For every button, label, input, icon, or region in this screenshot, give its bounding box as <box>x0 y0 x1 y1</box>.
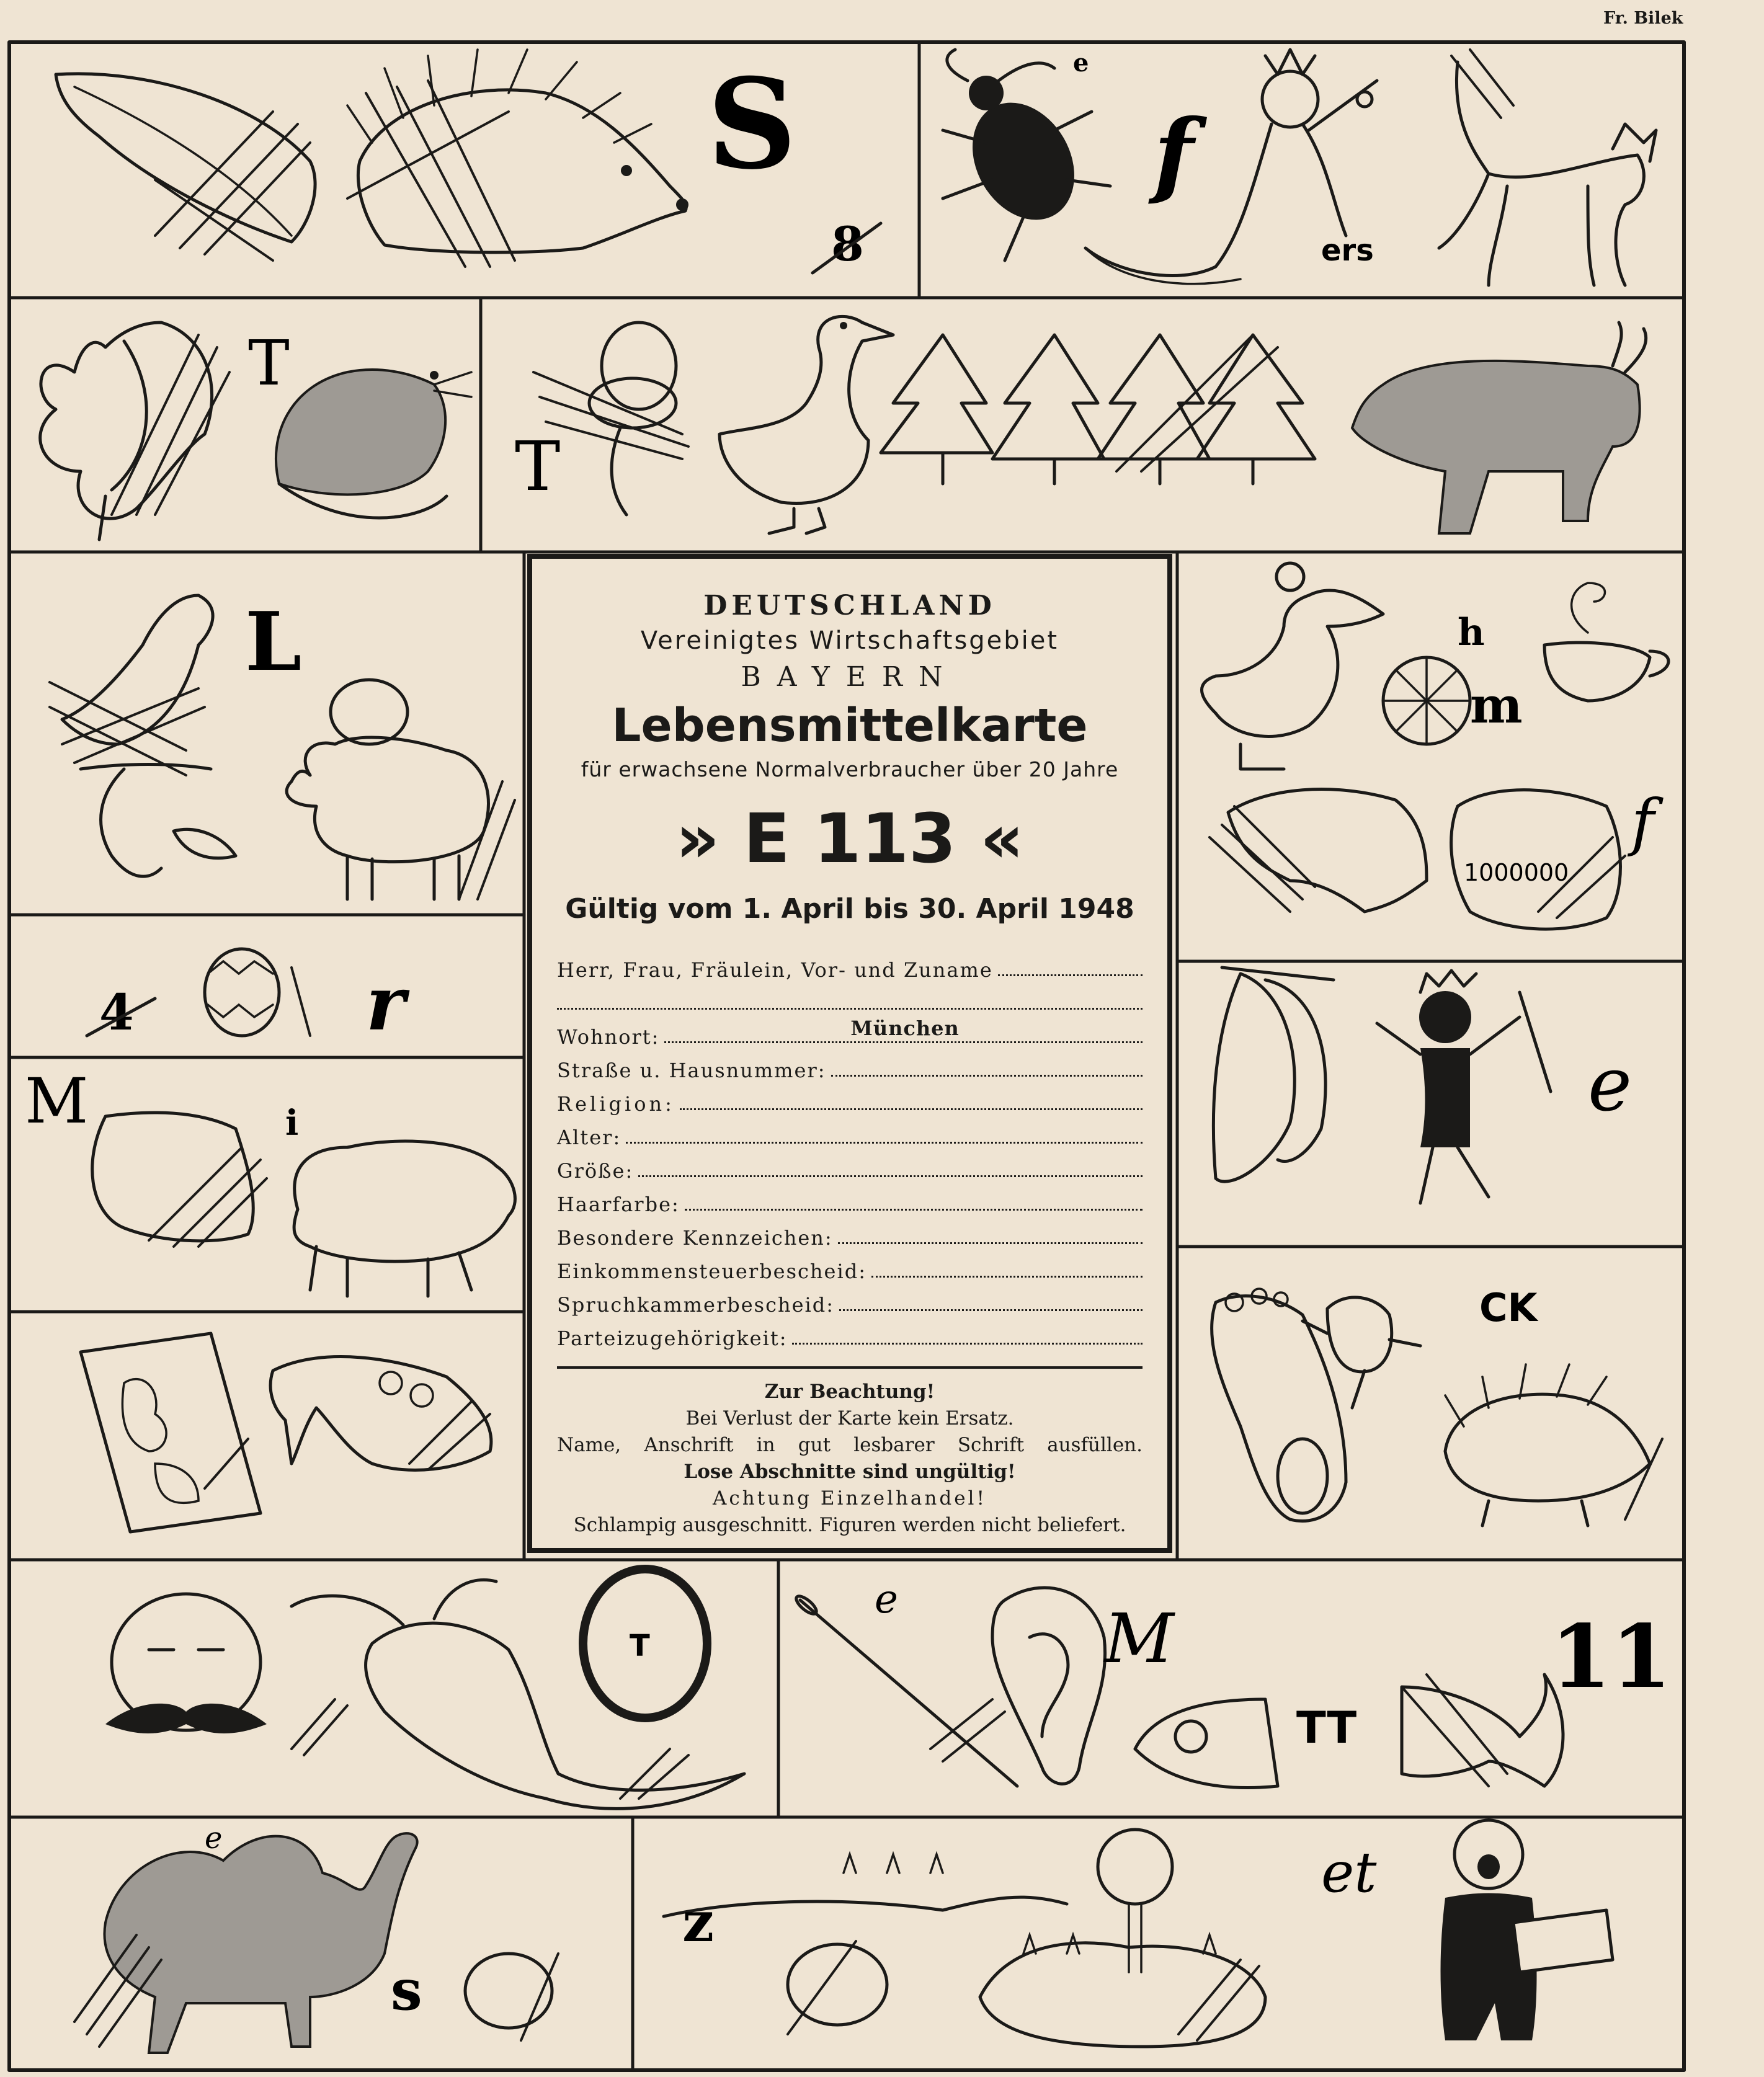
money-bag-icon <box>1451 790 1625 929</box>
radish-icon <box>292 1580 744 1809</box>
notes-heading: Zur Beachtung! <box>764 1381 935 1403</box>
field-line[interactable] <box>838 1242 1143 1244</box>
mouse-icon <box>276 370 471 518</box>
field-label: Herr, Frau, Fräulein, Vor- und Zuname <box>557 958 993 982</box>
ration-card <box>527 554 1172 1553</box>
fish-half-right-icon <box>1402 1674 1563 1786</box>
notes-line-4: Achtung Einzelhandel! <box>713 1487 987 1510</box>
field-street <box>557 1049 1143 1082</box>
field-label: Besondere Kennzeichen: <box>557 1226 833 1250</box>
orange-slice-icon <box>1383 657 1470 744</box>
high-heel-shoe-icon <box>270 1357 491 1470</box>
field-tribunal <box>557 1283 1143 1317</box>
theta-letter-icon <box>583 1569 707 1718</box>
playing-card-icon <box>81 1333 261 1532</box>
field-line[interactable] <box>998 974 1143 976</box>
field-label: Einkommensteuerbescheid: <box>557 1260 866 1283</box>
field-line[interactable] <box>685 1209 1143 1211</box>
field-name-continued <box>557 982 1143 1015</box>
pig-icon <box>294 1141 515 1296</box>
field-religion <box>557 1082 1143 1116</box>
field-line[interactable] <box>792 1343 1143 1345</box>
field-label: Wohnort: <box>557 1025 660 1049</box>
field-line[interactable] <box>871 1276 1143 1278</box>
hedgehog-icon <box>347 50 688 267</box>
card-state: BAYERN <box>741 661 959 693</box>
card-divider <box>557 1366 1143 1369</box>
rebus-letter-s: S <box>707 51 797 197</box>
field-line[interactable] <box>680 1108 1143 1110</box>
field-hair-color <box>557 1183 1143 1216</box>
field-line[interactable] <box>839 1309 1143 1311</box>
notes-line-3: Lose Abschnitte sind ungültig! <box>684 1461 1016 1483</box>
field-age <box>557 1116 1143 1149</box>
rebus-letter-r: r <box>366 960 406 1047</box>
field-label: Parteizugehörigkeit: <box>557 1327 788 1350</box>
field-income-tax <box>557 1250 1143 1283</box>
dancer-icon <box>1377 971 1551 1203</box>
needle-icon <box>794 1593 1017 1786</box>
field-line[interactable] <box>638 1175 1143 1177</box>
hedgehog-right-icon <box>1445 1364 1662 1526</box>
card-region: Vereinigtes Wirtschaftsgebiet <box>640 626 1059 655</box>
cat-icon <box>1439 50 1656 285</box>
rebus-letter-e-camel: e <box>205 1821 223 1856</box>
rebus-letter-h: h <box>1458 611 1485 654</box>
residence-value: München <box>850 1016 960 1040</box>
singer-icon <box>1441 1820 1613 2040</box>
rebus-number-4: 4 <box>99 983 134 1041</box>
field-line[interactable] <box>626 1142 1143 1144</box>
rebus-letter-m-fraktur: m <box>1470 676 1523 734</box>
rebus-letter-e-italic: e <box>1588 1042 1633 1128</box>
card-country: DEUTSCHLAND <box>703 590 996 621</box>
rebus-letters-tt: TT <box>1296 1702 1357 1753</box>
rebus-letter-l: L <box>245 594 302 689</box>
field-line[interactable] <box>557 1008 1143 1010</box>
field-label: Haarfarbe: <box>557 1193 680 1216</box>
bell-pepper-icon <box>40 322 229 540</box>
rebus-letter-t-mouse: T <box>248 327 290 399</box>
rebus-syllable-et: et <box>1321 1840 1377 1905</box>
card-title: Lebensmittelkarte <box>612 699 1088 752</box>
rebus-letters-ck: CK <box>1479 1285 1538 1330</box>
easter-egg-icon <box>205 949 310 1036</box>
field-line[interactable] <box>664 1016 1143 1043</box>
rebus-letter-e-small: e <box>1073 48 1089 78</box>
mustache-face-icon <box>105 1594 347 1755</box>
field-label: Größe: <box>557 1159 634 1183</box>
field-line[interactable] <box>831 1075 1143 1077</box>
forest-icon <box>881 335 1315 484</box>
rebus-number-8: 8 <box>831 216 864 272</box>
rebus-money-amount: 1000000 <box>1464 859 1569 886</box>
rebus-letter-t-acorn: T <box>515 427 561 506</box>
egg-icon <box>331 680 408 744</box>
goose-icon <box>719 316 893 533</box>
field-party <box>557 1317 1143 1350</box>
rebus-number-11: 11 <box>1551 1606 1672 1708</box>
field-label: Straße u. Hausnummer: <box>557 1059 826 1082</box>
elk-icon <box>1352 322 1646 533</box>
egg-park-icon <box>788 1941 887 2034</box>
field-label: Alter: <box>557 1126 621 1149</box>
foot-icon <box>1212 1289 1346 1521</box>
rebus-letter-s-fraktur: s <box>391 1957 422 2023</box>
bird-on-branch-icon <box>50 595 236 876</box>
field-features <box>557 1216 1143 1250</box>
field-label: Religion: <box>557 1092 675 1116</box>
rebus-syllable-ers: ers <box>1321 233 1374 268</box>
field-residence <box>557 1015 1143 1049</box>
rebus-letter-m-script: M <box>1104 1599 1174 1678</box>
card-notes <box>557 1379 1143 1539</box>
camel-icon <box>74 1833 417 2053</box>
rebus-letter-f: f <box>1154 99 1194 208</box>
field-name <box>557 948 1143 982</box>
beetle-icon <box>943 50 1110 260</box>
notes-line-1: Bei Verlust der Karte kein Ersatz. <box>685 1407 1014 1430</box>
ear-icon <box>992 1588 1105 1784</box>
duck-icon <box>1202 563 1384 769</box>
card-validity: Gültig vom 1. April bis 30. April 1948 <box>565 893 1134 925</box>
rebus-letter-i: i <box>285 1103 299 1144</box>
pig-in-hat-icon <box>1209 789 1427 912</box>
egg-bottom-icon <box>465 1954 558 2040</box>
rebus-letter-f-script: f <box>1631 786 1655 858</box>
fish-half-left-icon <box>1135 1699 1278 1788</box>
feather-icon <box>56 74 315 260</box>
cup-icon <box>1544 583 1668 701</box>
rebus-letter-z-fraktur: z <box>682 1889 715 1955</box>
field-label: Spruchkammerbescheid: <box>557 1293 835 1317</box>
rebus-letter-t-in-theta: T <box>630 1629 650 1663</box>
card-fields <box>557 948 1143 1350</box>
rebus-letter-e-needle: e <box>875 1577 898 1622</box>
park-landscape-icon <box>664 1830 1265 2047</box>
artist-credit: Fr. Bilek <box>1603 9 1683 28</box>
rebus-letter-m: M <box>25 1065 89 1137</box>
notes-line-5: Schlampig ausgeschnitt. Figuren werden nicht beliefert. <box>573 1514 1126 1536</box>
sheep-icon <box>287 737 515 899</box>
sack-icon <box>92 1113 267 1247</box>
card-subtitle: für erwachsene Normalverbraucher über 20 Jahre <box>581 757 1119 781</box>
field-height <box>557 1149 1143 1183</box>
card-code: » E 113 « <box>675 799 1024 878</box>
notes-line-2: Name, Anschrift in gut lesbarer Schrift ausfüllen. <box>557 1434 1143 1456</box>
bean-pods-icon <box>1213 967 1334 1181</box>
